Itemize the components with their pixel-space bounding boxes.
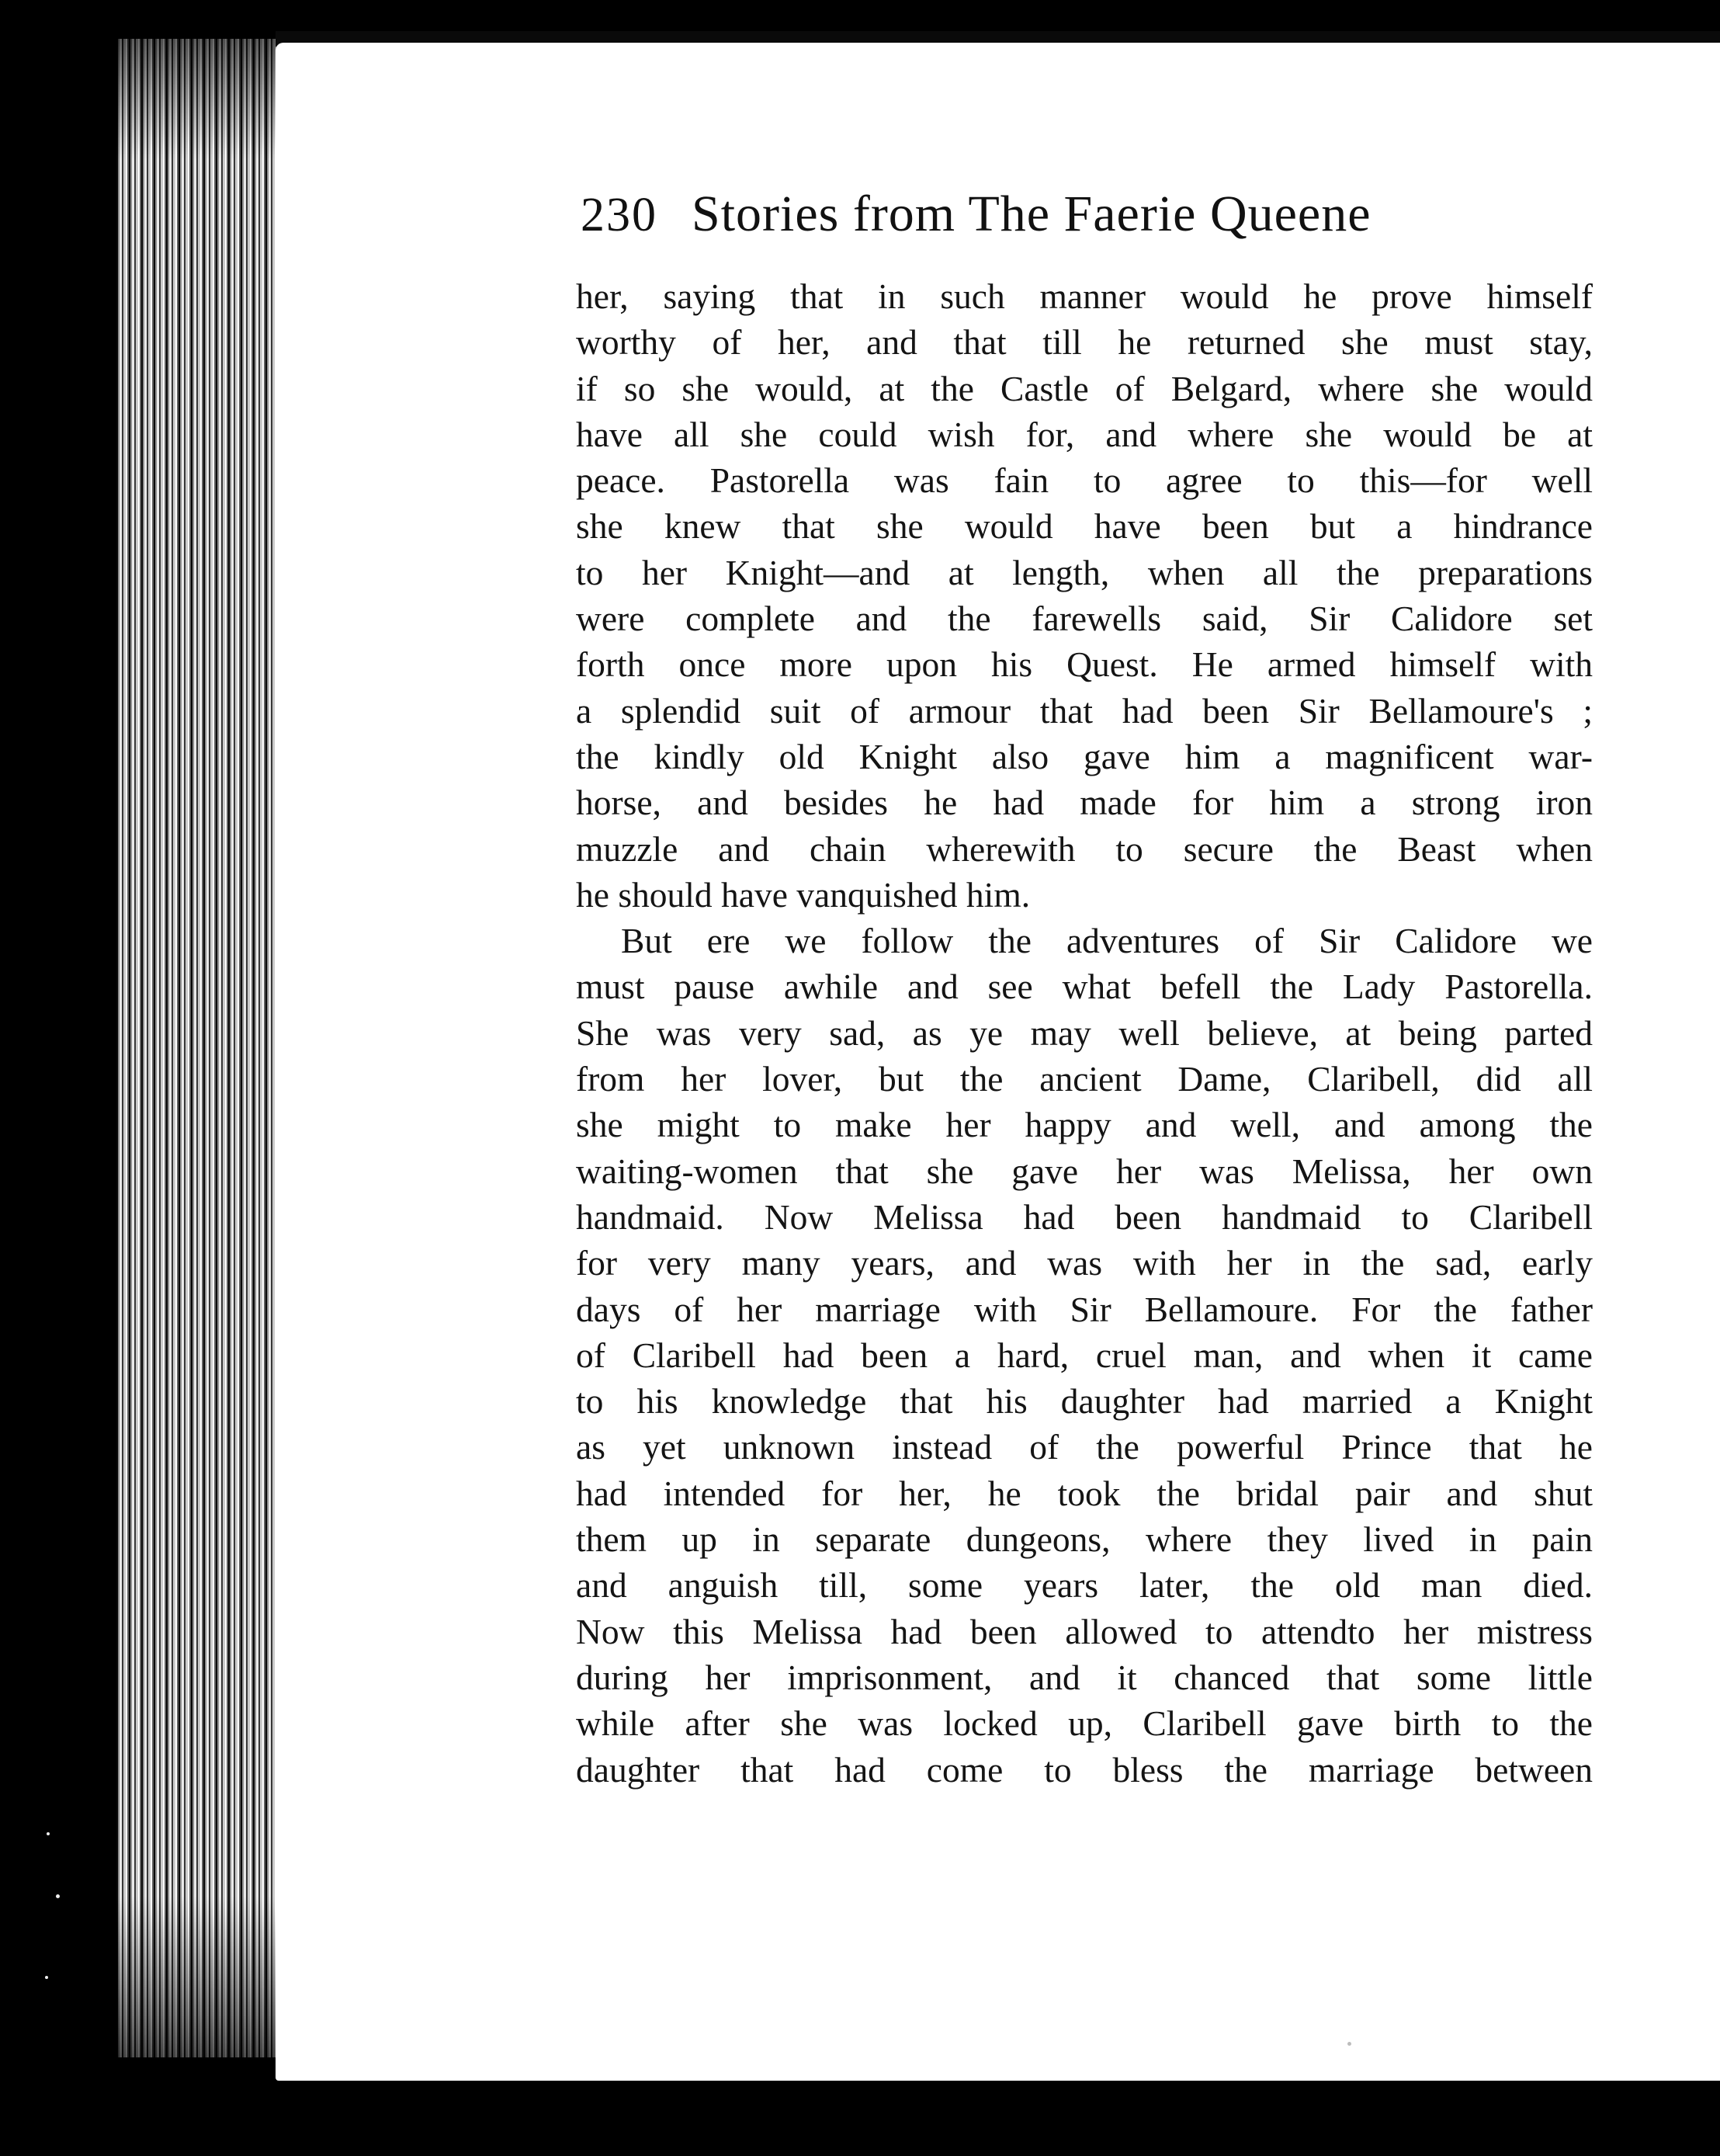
text-line: a splendid suit of armour that had been Sir Bellamoure's ; — [576, 690, 1593, 731]
dust-speck — [45, 1976, 48, 1979]
text-line: waiting-women that she gave her was Melissa, her own — [576, 1151, 1593, 1191]
dust-speck — [1347, 2042, 1351, 2046]
body-text — [576, 273, 1593, 1793]
text-line: to her Knight—and at length, when all the preparations — [576, 552, 1593, 592]
text-line: horse, and besides he had made for him a strong iron — [576, 783, 1593, 823]
text-line: Now this Melissa had been allowed to attendto her mistress — [576, 1611, 1593, 1651]
text-line: the kindly old Knight also gave him a magnificent war- — [576, 736, 1593, 776]
text-line: peace. Pastorella was fain to agree to this—for well — [576, 460, 1593, 501]
text-line: handmaid. Now Melissa had been handmaid to Claribell — [576, 1196, 1593, 1237]
text-line: while after she was locked up, Claribell gave birth to the — [576, 1703, 1593, 1744]
text-line: of Claribell had been a hard, cruel man, and when it came — [576, 1335, 1593, 1375]
text-line: she might to make her happy and well, and among the — [576, 1105, 1593, 1145]
text-line: days of her marriage with Sir Bellamoure. For the father — [576, 1289, 1593, 1329]
text-line: to his knowledge that his daughter had married a Knight — [576, 1381, 1593, 1422]
dust-speck — [56, 1894, 60, 1898]
dust-speck — [47, 1832, 50, 1835]
text-line: muzzle and chain wherewith to secure the Beast when — [576, 828, 1593, 869]
text-line: must pause awhile and see what befell the Lady Pastorella. — [576, 967, 1593, 1007]
text-line: and anguish till, some years later, the old man died. — [576, 1565, 1593, 1606]
text-line: he should have vanquished him. — [576, 874, 1031, 915]
text-line: for very many years, and was with her in the sad, early — [576, 1243, 1593, 1283]
text-line: She was very sad, as ye may well believe, at being parted — [576, 1012, 1593, 1053]
text-line: worthy of her, and that till he returned she must stay, — [576, 322, 1593, 363]
text-line: were complete and the farewells said, Sir Calidore set — [576, 599, 1593, 639]
text-line: have all she could wish for, and where she would be at — [576, 414, 1593, 454]
text-line: forth once more upon his Quest. He armed himself with — [576, 644, 1593, 685]
text-line: from her lover, but the ancient Dame, Claribell, did all — [576, 1059, 1593, 1099]
text-line: during her imprisonment, and it chanced that some little — [576, 1657, 1593, 1697]
text-line: she knew that she would have been but a hindrance — [576, 506, 1593, 547]
text-line: if so she would, at the Castle of Belgard, where she would — [576, 368, 1593, 408]
text-line: had intended for her, he took the bridal pair and shut — [576, 1473, 1593, 1513]
book-page-edges — [116, 39, 279, 2057]
running-header — [581, 185, 1496, 255]
text-line: as yet unknown instead of the powerful Prince that he — [576, 1427, 1593, 1467]
text-line: her, saying that in such manner would he prove himself — [576, 276, 1593, 316]
page-number: 230 — [581, 189, 657, 241]
paragraph-start-line: But ere we follow the adventures of Sir Calidore we — [621, 921, 1593, 961]
text-line: daughter that had come to bless the marriage between — [576, 1749, 1593, 1790]
running-title: Stories from The Faerie Queene — [692, 186, 1371, 242]
text-line: them up in separate dungeons, where they lived in pain — [576, 1519, 1593, 1560]
